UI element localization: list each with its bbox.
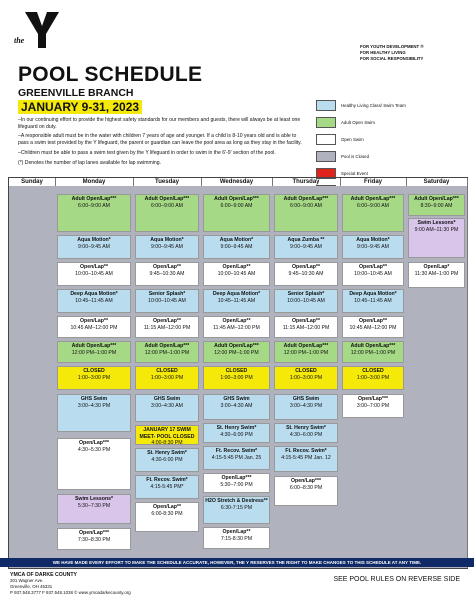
session-time: 11:15 AM–12:00 PM bbox=[143, 324, 191, 331]
contact-line: P 937.548.3777 F 937.548.1038 © www.ymcadarkecounty.org bbox=[10, 590, 131, 595]
session-time: 9:00–9:45 AM bbox=[77, 243, 110, 250]
session-name: Adult Open/Lap*** bbox=[214, 196, 259, 202]
session-name: Open/Lap** bbox=[153, 264, 181, 270]
session-time: 9:45–10:30 AM bbox=[149, 270, 185, 277]
schedule-session bbox=[274, 446, 338, 472]
session-name: Adult Open/Lap*** bbox=[144, 343, 190, 349]
legend-swatch bbox=[316, 151, 336, 162]
date-range: JANUARY 9-31, 2023 bbox=[18, 100, 142, 114]
legend-item bbox=[316, 98, 466, 112]
schedule-session bbox=[57, 341, 131, 363]
session-name: Adult Open/Lap*** bbox=[414, 196, 459, 202]
session-name: Adult Open/Lap*** bbox=[71, 196, 117, 202]
schedule-session bbox=[203, 473, 270, 493]
schedule-session bbox=[274, 366, 338, 390]
session-time: 12:00 PM–1:00 PM bbox=[144, 349, 190, 356]
session-name: H2O Stretch & Destress** bbox=[205, 498, 268, 504]
schedule-session bbox=[57, 235, 131, 259]
day-header: Saturday bbox=[406, 178, 468, 186]
session-name: Open/Lap** bbox=[80, 318, 108, 324]
footer-address bbox=[10, 572, 131, 596]
schedule-session bbox=[274, 316, 338, 338]
day-column bbox=[340, 186, 407, 568]
session-name: Deep Aqua Motion* bbox=[349, 291, 397, 297]
note: –Children must be able to pass a swim test given by the Y lifeguard in order to swim in the 6'-9' section of the pool. bbox=[18, 149, 276, 156]
session-time: 11:15 AM–12:00 PM bbox=[282, 324, 330, 331]
schedule-session bbox=[203, 289, 270, 313]
schedule-session bbox=[203, 235, 270, 259]
session-time: 3:00–7:00 PM bbox=[356, 402, 390, 409]
session-name: Senior Splash* bbox=[148, 291, 186, 297]
legend-label: Pool is Closed bbox=[341, 154, 370, 160]
session-time: 10:00–10:45 AM bbox=[148, 297, 186, 304]
tagline-line: FOR SOCIAL RESPONSIBILITY bbox=[360, 56, 424, 61]
session-time: 9:00–9:45 AM bbox=[150, 243, 183, 250]
org-name: YMCA OF DARKE COUNTY bbox=[10, 572, 77, 578]
day-column bbox=[9, 186, 56, 568]
schedule-session bbox=[274, 476, 338, 506]
session-time: 6:00–9:00 AM bbox=[150, 202, 183, 209]
schedule-session bbox=[274, 289, 338, 313]
schedule-session bbox=[135, 262, 199, 286]
session-time: 4:15-5:45 PM* bbox=[150, 483, 184, 490]
session-time: 10:45–11:45 AM bbox=[354, 297, 392, 304]
schedule-session bbox=[135, 475, 199, 499]
session-name: Open/Lap*** bbox=[79, 530, 109, 536]
day-header: Tuesday bbox=[133, 178, 202, 186]
legend-item bbox=[316, 132, 466, 146]
schedule-session bbox=[203, 394, 270, 420]
schedule-session bbox=[57, 394, 131, 432]
day-header: Friday bbox=[340, 178, 407, 186]
session-time: 5:30–7:30 PM bbox=[77, 502, 111, 509]
session-name: Adult Open/Lap*** bbox=[283, 343, 329, 349]
session-name: Open/Lap** bbox=[80, 264, 108, 270]
address-line: Greenville, OH 45331 bbox=[10, 584, 53, 589]
legend-swatch bbox=[316, 100, 336, 111]
schedule-session bbox=[135, 502, 199, 532]
session-name: Open/Lap** bbox=[359, 264, 387, 270]
session-time: 4:15-5:45 PM Jan. 12 bbox=[281, 454, 331, 461]
session-name: Aqua Motion* bbox=[150, 237, 184, 243]
session-name: Open/Lap** bbox=[222, 318, 251, 324]
session-time: 7:30–8:30 PM bbox=[77, 536, 111, 543]
session-name: Open/Lap*** bbox=[358, 396, 388, 402]
session-name: Open/Lap*** bbox=[291, 478, 321, 484]
schedule-session bbox=[135, 448, 199, 472]
session-name: Senior Splash* bbox=[287, 291, 325, 297]
session-time: 1:00–3:00 PM bbox=[220, 374, 253, 381]
session-name: Ft. Recov. Swim* bbox=[215, 448, 258, 454]
schedule-session bbox=[57, 316, 131, 338]
day-header: Wednesday bbox=[201, 178, 273, 186]
session-time: 6:00–8:30 PM bbox=[289, 484, 323, 491]
session-name: St. Henry Swim* bbox=[147, 450, 187, 456]
schedule-session bbox=[203, 262, 270, 286]
schedule-session bbox=[135, 341, 199, 363]
session-name: GHS Swim bbox=[153, 396, 181, 402]
session-name: GHS Swim bbox=[292, 396, 320, 402]
tagline-line: FOR HEALTHY LIVING bbox=[360, 50, 406, 55]
session-name: Adult Open/Lap*** bbox=[350, 196, 396, 202]
session-time: 6:00–9:00 AM bbox=[220, 202, 253, 209]
session-name: Aqua Motion* bbox=[219, 237, 254, 243]
schedule-session bbox=[57, 528, 131, 550]
session-time: 9:45–10:30 AM bbox=[288, 270, 324, 277]
schedule-session bbox=[274, 394, 338, 420]
session-name: St. Henry Swim* bbox=[216, 425, 257, 431]
day-column bbox=[55, 186, 134, 568]
session-time: 10:45 AM–12:00 PM bbox=[70, 324, 118, 331]
legend-label: Special Event bbox=[341, 171, 368, 177]
session-time: 11:30 AM–1:00 PM bbox=[414, 270, 459, 277]
schedule-session bbox=[57, 262, 131, 286]
session-time: 3:00–4:30 PM bbox=[77, 402, 111, 409]
session-time: 1:00–3:00 PM bbox=[77, 374, 111, 381]
schedule-session bbox=[408, 218, 465, 258]
page-title: POOL SCHEDULE bbox=[18, 63, 203, 86]
session-name: Swim Lessons* bbox=[417, 220, 456, 226]
schedule-session bbox=[203, 423, 270, 443]
session-time: 4:30–5:30 PM bbox=[77, 446, 111, 453]
legend-label: Healthy Living Class/ Swim Team bbox=[341, 102, 406, 108]
session-name: Aqua Motion* bbox=[356, 237, 390, 243]
session-name: Aqua Zumba ** bbox=[287, 237, 325, 243]
legend-swatch bbox=[316, 134, 336, 145]
schedule-session bbox=[203, 366, 270, 390]
session-name: Open/Lap*** bbox=[221, 475, 252, 481]
session-time: 5:30–7:00 PM bbox=[220, 481, 253, 488]
schedule-session bbox=[203, 194, 270, 232]
ymca-y-logo-icon bbox=[22, 10, 62, 50]
legend-swatch bbox=[316, 117, 336, 128]
schedule-session bbox=[274, 235, 338, 259]
session-name: Adult Open/Lap*** bbox=[144, 196, 190, 202]
schedule-session bbox=[203, 341, 270, 363]
session-time: 10:00–10:45 AM bbox=[287, 297, 325, 304]
logo-the: the bbox=[14, 36, 25, 45]
note: –In our continuing effort to provide the highest safety standards for our members and guests, there will always be at least one lifeguard on duty. bbox=[18, 117, 301, 130]
session-name: Adult Open/Lap*** bbox=[214, 343, 259, 349]
schedule-session bbox=[342, 316, 404, 338]
schedule-session bbox=[57, 289, 131, 313]
session-time: 10:45 AM–12:00 PM bbox=[349, 324, 397, 331]
session-time: 10:00–10:45 AM bbox=[354, 270, 392, 277]
session-name: CLOSED bbox=[295, 368, 317, 374]
day-column bbox=[272, 186, 341, 568]
schedule-grid bbox=[8, 177, 468, 569]
session-name: Deep Aqua Motion* bbox=[70, 291, 118, 297]
tagline bbox=[360, 44, 450, 62]
session-time: 3:00–4:30 AM bbox=[150, 402, 183, 409]
session-time: 7:15-8:30 PM bbox=[220, 535, 253, 542]
session-name: JANUARY 17 SWIM MEET- POOL CLOSED bbox=[139, 427, 195, 440]
session-time: 10:45–11:45 AM bbox=[75, 297, 113, 304]
session-time: 10:45–11:45 AM bbox=[217, 297, 256, 304]
schedule-session bbox=[57, 366, 131, 390]
schedule-session bbox=[342, 289, 404, 313]
session-time: 6:00-8:30 PM bbox=[151, 510, 183, 517]
day-column bbox=[201, 186, 273, 568]
schedule-session bbox=[342, 394, 404, 418]
schedule-session bbox=[342, 235, 404, 259]
session-time: 9:00–9:45 AM bbox=[289, 243, 322, 250]
session-name: CLOSED bbox=[83, 368, 105, 374]
schedule-session bbox=[57, 438, 131, 490]
session-time: 12:00 PM–1:00 PM bbox=[71, 349, 117, 356]
day-column bbox=[133, 186, 202, 568]
session-name: Ft. Recov. Swim* bbox=[146, 477, 188, 483]
schedule-session bbox=[57, 494, 131, 524]
legend-item bbox=[316, 115, 466, 129]
session-time: 10:00–10:45 AM bbox=[75, 270, 113, 277]
session-time: 9:00–9:45 AM bbox=[356, 243, 389, 250]
session-name: Open/Lap** bbox=[153, 504, 181, 510]
session-time: 12:00 PM–1:00 PM bbox=[350, 349, 396, 356]
schedule-session bbox=[408, 194, 465, 216]
note: –A responsible adult must be in the water with children 7 years of age and younger. If a child is 8-10 years old and is able to pass a swim test provided by the Y lifeguard, the parent or guardian can leave the pool area as long as they stay in the facility. bbox=[18, 133, 302, 147]
session-time: 6:30-7:15 PM bbox=[220, 504, 253, 511]
session-time: 4:30–6:00 PM bbox=[289, 431, 323, 438]
address-line: 301 Wagner Ave. bbox=[10, 578, 44, 583]
session-name: CLOSED bbox=[362, 368, 384, 374]
schedule-session bbox=[135, 235, 199, 259]
schedule-session bbox=[135, 316, 199, 338]
session-name: CLOSED bbox=[156, 368, 178, 374]
session-time: 11:45 AM–12:00 PM bbox=[213, 324, 260, 331]
schedule-session bbox=[274, 423, 338, 443]
session-time: 6:00–9:00 AM bbox=[356, 202, 389, 209]
schedule-session bbox=[342, 262, 404, 286]
schedule-session bbox=[274, 341, 338, 363]
schedule-session bbox=[57, 194, 131, 232]
session-time: 10:00–10:45 AM bbox=[217, 270, 256, 277]
session-name: Swim Lessons* bbox=[74, 496, 114, 502]
schedule-session bbox=[135, 194, 199, 232]
session-time: 1:00–3:00 PM bbox=[150, 374, 184, 381]
pool-notes bbox=[18, 117, 308, 169]
schedule-session bbox=[203, 316, 270, 338]
session-time: 3:00–4:30 AM bbox=[220, 402, 253, 409]
session-name: Open/Lap** bbox=[153, 318, 181, 324]
session-time: 1:00–3:00 PM bbox=[289, 374, 323, 381]
session-name: GHS Swim bbox=[80, 396, 108, 402]
session-name: Open/Lap** bbox=[292, 318, 320, 324]
schedule-session bbox=[203, 446, 270, 470]
session-time: 6:00–9:00 AM bbox=[289, 202, 322, 209]
day-header: Thursday bbox=[272, 178, 341, 186]
legend-item bbox=[316, 150, 466, 164]
session-time: 6:00–9:00 AM bbox=[77, 202, 110, 209]
schedule-session bbox=[274, 194, 338, 232]
session-time: 12:00 PM–1:00 PM bbox=[214, 349, 259, 356]
session-time: 12:00 PM–1:00 PM bbox=[283, 349, 329, 356]
schedule-session bbox=[408, 262, 465, 288]
session-time: 1:00–3:00 PM bbox=[356, 374, 390, 381]
legend-label: Open Swim bbox=[341, 136, 364, 142]
day-column bbox=[406, 186, 468, 568]
session-name: Aqua Motion* bbox=[77, 237, 111, 243]
session-name: Adult Open/Lap*** bbox=[283, 196, 329, 202]
session-name: Adult Open/Lap*** bbox=[71, 343, 117, 349]
session-name: GHS Swim bbox=[223, 396, 250, 402]
session-name: CLOSED bbox=[225, 368, 248, 374]
session-time: 8:30–9:00 AM bbox=[420, 202, 453, 209]
legend-label: Adult Open Swim bbox=[341, 119, 375, 125]
session-time: 9:00–9:45 AM bbox=[220, 243, 253, 250]
session-time: 4:30-6:00 PM bbox=[151, 456, 183, 463]
session-time: 4:15-5:45 PM Jan. 25 bbox=[211, 454, 262, 461]
note: (*) Denotes the number of lap lanes available for lap swimming. bbox=[18, 159, 161, 166]
schedule-session bbox=[135, 425, 199, 445]
day-header: Sunday bbox=[9, 178, 56, 186]
tagline-line: FOR YOUTH DEVELOPMENT ® bbox=[360, 44, 424, 49]
schedule-session bbox=[342, 366, 404, 390]
session-name: St. Henry Swim* bbox=[286, 425, 326, 431]
session-name: Deep Aqua Motion* bbox=[212, 291, 261, 297]
session-time: 4:30–6:00 PM bbox=[220, 431, 253, 438]
schedule-session bbox=[274, 262, 338, 286]
schedule-session bbox=[135, 394, 199, 422]
session-time: 4:00-8:30 PM bbox=[151, 440, 183, 447]
disclaimer-banner: WE HAVE MADE EVERY EFFORT TO MAKE THE SCHEDULE ACCURATE, HOWEVER, THE Y RESERVES THE RIGHT TO MAKE CHANGES TO THIS SCHEDULE AT ANY TIME. bbox=[0, 558, 474, 567]
session-name: Open/Lap*** bbox=[79, 440, 109, 446]
session-name: Adult Open/Lap*** bbox=[350, 343, 396, 349]
schedule-session bbox=[135, 289, 199, 313]
day-header: Monday bbox=[55, 178, 134, 186]
schedule-session bbox=[135, 366, 199, 390]
session-name: Open/Lap** bbox=[222, 264, 251, 270]
schedule-session bbox=[342, 194, 404, 232]
schedule-session bbox=[342, 341, 404, 363]
session-name: Open/Lap** bbox=[222, 529, 251, 535]
session-time: 3:00–4:30 PM bbox=[289, 402, 323, 409]
branch-name: GREENVILLE BRANCH bbox=[18, 87, 134, 99]
session-time: 9:00 AM–11:30 PM bbox=[414, 226, 459, 233]
session-name: Ft. Recov. Swim* bbox=[285, 448, 327, 454]
session-name: Open/Lap** bbox=[292, 264, 320, 270]
schedule-session bbox=[203, 496, 270, 524]
reverse-side-note: SEE POOL RULES ON REVERSE SIDE bbox=[333, 576, 460, 583]
session-name: Open/Lap* bbox=[423, 264, 450, 270]
session-name: Open/Lap** bbox=[359, 318, 387, 324]
schedule-session bbox=[203, 527, 270, 549]
